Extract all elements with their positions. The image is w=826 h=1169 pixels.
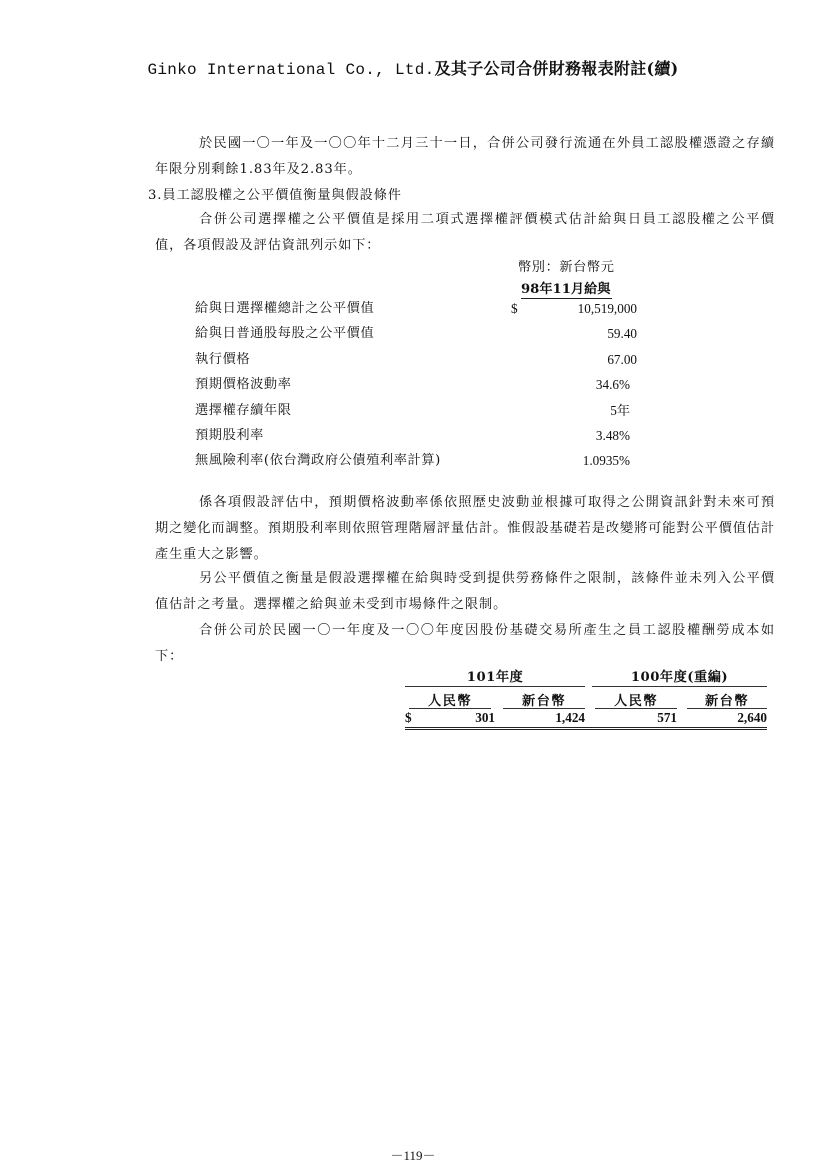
currency-header-rmb: 人民幣: [613, 694, 659, 709]
assumption-label: 預期股利率: [195, 428, 264, 443]
assumption-row: [195, 347, 645, 373]
compensation-values-row: [405, 710, 767, 730]
currency-header-ntd: 新台幣: [521, 694, 567, 709]
value-2011-rmb: 571: [657, 710, 677, 725]
currency-header-ntd: 新台幣: [704, 694, 750, 709]
assumption-row: [195, 321, 645, 347]
value-2011-ntd: 2,640: [737, 710, 767, 725]
value-2012-ntd: 1,424: [555, 710, 585, 725]
dollar-sign: $: [511, 301, 518, 316]
assumption-value: 59.40: [607, 326, 637, 341]
assumption-value: 34.6%: [595, 377, 630, 392]
assumption-row: [195, 372, 645, 398]
remaining-term-paragraph: 於民國一〇一年及一〇〇年十二月三十一日，合併公司發行流通在外員工認股權憑證之存續年限分別剩餘1.83年及2.83年。: [155, 136, 775, 177]
valuation-intro-paragraph: 合併公司選擇權之公平價值是採用二項式選擇權評價模式估計給與日員工認股權之公平價值，各項假設及評估資訊列示如下：: [155, 212, 775, 253]
section-heading: 3.員工認股權之公平價值衡量與假設條件: [148, 188, 402, 203]
currency-rule: [409, 708, 491, 709]
grant-date-column-header: 98年11月給與: [521, 278, 612, 299]
company-name: Ginko International Co., Ltd.: [147, 61, 435, 79]
currency-note: 幣別：新台幣元: [518, 260, 615, 275]
currency-header-rmb: 人民幣: [427, 694, 473, 709]
currency-rule: [595, 708, 677, 709]
assumption-row: [195, 398, 645, 424]
page-header: [0, 56, 826, 79]
assumption-value: 10,519,000: [577, 301, 637, 316]
assumption-value: 3.48%: [595, 428, 630, 443]
assumptions-note-paragraph: 係各項假設評估中，預期價格波動率係依照歷史波動並根據可取得之公開資訊針對未來可預期之變化而調整。預期股利率則依照管理階層評量估計。惟假設基礎若是改變將可能對公平價值估計產生重大之影響。: [155, 495, 775, 562]
header-rule: [592, 686, 767, 687]
assumption-value: 5年: [610, 403, 630, 418]
service-condition-paragraph: 另公平價值之衡量是假設選擇權在給與時受到提供勞務條件之限制，該條件並未列入公平價值估計之考量。選擇權之給與並未受到市場條件之限制。: [155, 571, 775, 612]
year-header-2012: 101年度: [466, 670, 524, 685]
assumption-value: 67.00: [607, 352, 637, 367]
assumption-label: 執行價格: [195, 352, 251, 367]
assumption-row: [195, 423, 645, 449]
assumption-row: [195, 296, 645, 322]
year-header-2011-restated: 100年度(重編): [630, 670, 729, 685]
header-title: 及其子公司合併財務報表附註(續): [434, 59, 679, 78]
currency-rule: [687, 708, 767, 709]
assumption-label: 選擇權存續年限: [195, 403, 292, 418]
compensation-intro-paragraph: 合併公司於民國一〇一年度及一〇〇年度因股份基礎交易所產生之員工認股權酬勞成本如下：: [155, 623, 775, 664]
value-2012-rmb: 301: [475, 710, 495, 725]
assumption-row: [195, 448, 645, 474]
assumption-label: 給與日普通股每股之公平價值: [195, 326, 375, 341]
page-number: －119－: [390, 1148, 436, 1163]
assumption-label: 預期價格波動率: [195, 377, 292, 392]
dollar-sign: $: [405, 710, 412, 725]
assumption-label: 無風險利率(依台灣政府公債殖利率計算): [195, 453, 441, 468]
header-rule: [405, 686, 585, 687]
assumption-value: 1.0935%: [582, 453, 630, 468]
assumption-label: 給與日選擇權總計之公平價值: [195, 301, 375, 316]
currency-rule: [503, 708, 585, 709]
